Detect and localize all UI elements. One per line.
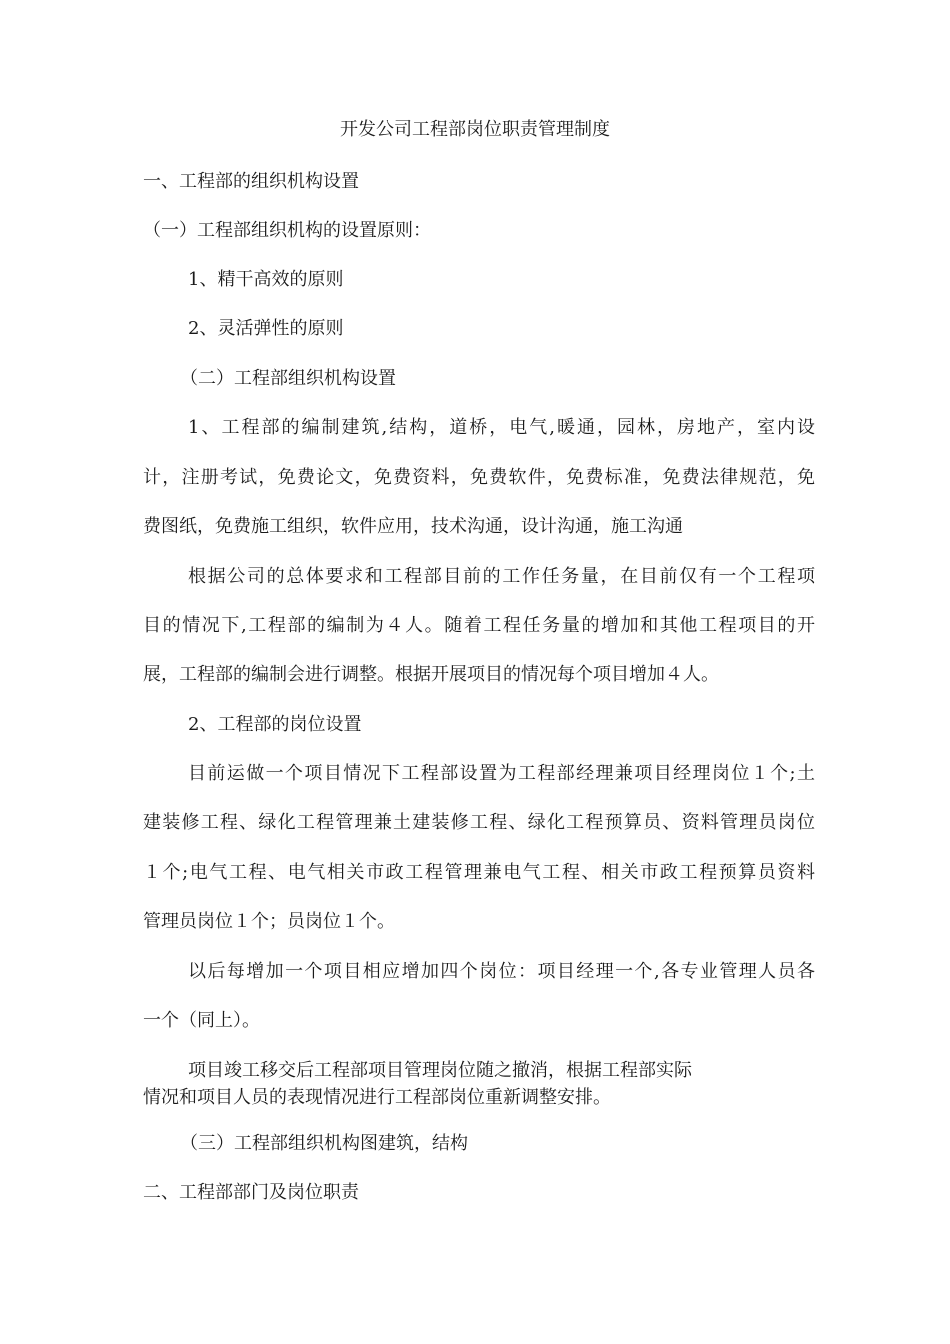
paragraph-line: 以后每增加一个项目相应增加四个岗位：项目经理一个,各专业管理人员各 (188, 961, 815, 982)
document-title: 开发公司工程部岗位职责管理制度 (340, 119, 610, 140)
paragraph-line: 管理员岗位１个；员岗位１个。 (143, 911, 395, 932)
paragraph-line: 计，注册考试，免费论文，免费资料，免费软件，免费标准，免费法律规范，免 (143, 467, 815, 488)
paragraph-line: 1、工程部的编制建筑,结构，道桥，电气,暖通，园林，房地产，室内设 (188, 417, 815, 438)
list-item-principle-2: 2、灵活弹性的原则 (188, 318, 344, 339)
paragraph-line: 目的情况下,工程部的编制为４人。随着工程任务量的增加和其他工程项目的开 (143, 615, 815, 636)
section-heading-2: 二、工程部部门及岗位职责 (143, 1182, 359, 1203)
paragraph-line: 目前运做一个项目情况下工程部设置为工程部经理兼项目经理岗位１个;土 (188, 763, 815, 784)
paragraph-line: 项目竣工移交后工程部项目管理岗位随之撤消，根据工程部实际 (188, 1060, 692, 1081)
paragraph-line: 情况和项目人员的表现情况进行工程部岗位重新调整安排。 (143, 1087, 611, 1108)
paragraph-line: １个;电气工程、电气相关市政工程管理兼电气工程、相关市政工程预算员资料 (143, 862, 815, 883)
section-heading-1: 一、工程部的组织机构设置 (143, 171, 359, 192)
subsection-heading-2: （二）工程部组织机构设置 (180, 368, 396, 389)
paragraph-line: 根据公司的总体要求和工程部目前的工作任务量，在目前仅有一个工程项 (188, 566, 815, 587)
paragraph-line: 展，工程部的编制会进行调整。根据开展项目的情况每个项目增加４人。 (143, 664, 719, 685)
paragraph-line: 费图纸，免费施工组织，软件应用，技术沟通，设计沟通，施工沟通 (143, 516, 683, 537)
paragraph-line: 建装修工程、绿化工程管理兼土建装修工程、绿化工程预算员、资料管理员岗位 (143, 812, 815, 833)
subsection-heading-3: （三）工程部组织机构图建筑，结构 (180, 1133, 468, 1154)
subsection-heading-1: （一）工程部组织机构的设置原则： (143, 220, 431, 241)
paragraph-line: 一个（同上）。 (143, 1010, 260, 1031)
list-item-principle-1: 1、精干高效的原则 (188, 269, 344, 290)
list-item-heading: 2、工程部的岗位设置 (188, 714, 362, 735)
